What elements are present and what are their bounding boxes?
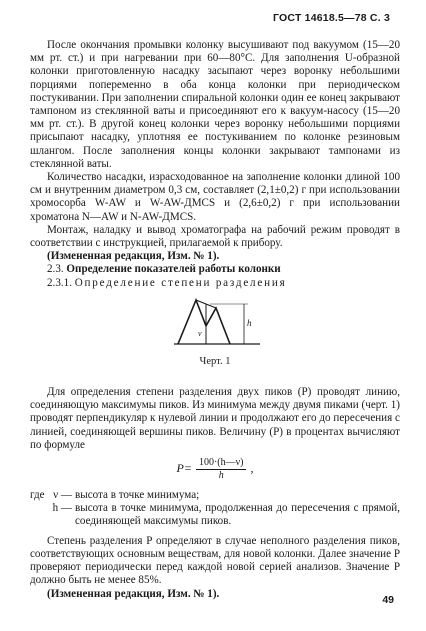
page-number: 49 [382, 594, 394, 606]
section-title: Определение показателей работы колонки [66, 263, 281, 276]
subsection-title: Определение степени разделения [74, 276, 287, 289]
paragraph-packing-amount: Количество насадки, израсходованное на заполнение колонки длиной 100 см и внутренним диаметром 0,3 см, составляет (2,1±0,2) г при использовании хромосорба W-AW и W-AW-ДМCS и (2,6±0,2) г при использовании хроматона N—AW и N-AW-ДМCS. [30, 171, 400, 223]
figure-caption: Черт. 1 [199, 355, 231, 367]
definition-symbol: ν — [53, 489, 72, 502]
paragraph-drying: После окончания промывки колонку высушивают под вакуумом (15—20 мм рт. ст.) и при нагревании при 60—80°С. Для заполнения U-образной колонки приготовленную насадку засыпают через воронку небольшими порциями попеременно в оба конца колонки при периодическом постукивании. При заполнении спиральной колонки один ее конец закрывают тампоном из стеклянной ваты и присоединяют его к вакуум-насосу (15—20 мм рт. ст.). В другой конец колонки через воронку небольшими порциями присыпают насадку, уплотняя ее постукиванием по колонке резиновым шлангом. После заполнения концы колонки закрывают тампонами из стеклянной ваты. [30, 39, 400, 170]
amendment-note-1: (Измененная редакция, Изм. № 1). [47, 250, 220, 263]
formula-fraction [196, 457, 247, 482]
amendment-note-2: (Измененная редакция, Изм. № 1). [47, 587, 220, 600]
paragraph-definition: Для определения степени разделения двух пиков (P) проводят линию, соединяющую максимумы пиков. Из минимума между двумя пиками (черт. 1) проводят перпендикуляр к нулевой линии и продолжают его до пересечения с линией, соединяющей вершины пиков. Величину (P) в процентах вычисляют по формуле [30, 386, 400, 451]
formula-lhs: P= [176, 461, 192, 476]
paragraph-mounting: Монтаж, наладку и вывод хроматографа на рабочий режим проводят в соответствии с инструкцией, прилагаемой к прибору. [30, 223, 400, 250]
subsection-number: 2.3.1. [47, 276, 72, 289]
formula [30, 455, 400, 483]
formula-denominator: h [218, 469, 224, 481]
second-peak [206, 308, 230, 344]
definition-symbol: h — [52, 502, 72, 515]
variable-definitions [30, 489, 400, 529]
page-header: ГОСТ 14618.5—78 С. 3 [273, 12, 390, 24]
figure-1 [30, 292, 400, 350]
document-body [30, 39, 400, 601]
label-h: h [247, 317, 252, 328]
formula-tail: , [250, 461, 254, 476]
paragraph-requirement: Степень разделения P определяют в случае неполного разделения пиков, соответствующих основным веществам, для новой колонки. Далее значение P проверяют периодически перед каждой новой серией анализов. Значение P должно быть не менее 85%. [30, 534, 400, 587]
definition-row [30, 489, 400, 502]
definition-row [30, 502, 400, 528]
chromatogram-peaks-diagram [170, 292, 280, 350]
label-v: ν [198, 328, 202, 338]
definition-text: высота в точке минимума, продолженная до пересечения с прямой, соединяющей максимумы пиков. [75, 502, 400, 528]
subsection-2-3-1 [30, 277, 400, 290]
definition-text: высота в точке минимума; [75, 489, 200, 502]
formula-numerator: 100·(h—ν) [196, 457, 247, 470]
section-number: 2.3. [47, 263, 64, 276]
section-2-3 [30, 263, 400, 276]
first-peak [178, 300, 206, 344]
where-intro: где [30, 489, 45, 502]
